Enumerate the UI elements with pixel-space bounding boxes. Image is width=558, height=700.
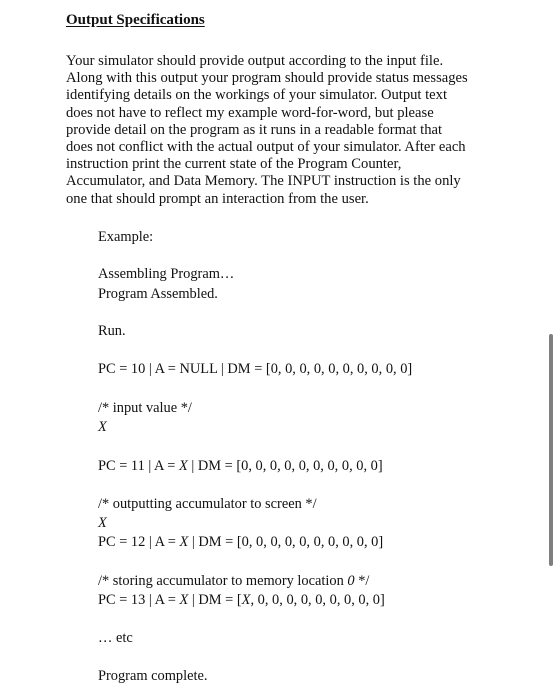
run-line: Run. [98, 323, 126, 339]
comment-input: /* input value */ [98, 400, 192, 416]
state-text: PC = 11 | A = [98, 458, 179, 474]
state-text: | DM = [0, 0, 0, 0, 0, 0, 0, 0, 0, 0] [187, 458, 383, 474]
comment-text: */ [354, 573, 370, 589]
output-value: X [98, 515, 107, 531]
section-heading: Output Specifications [66, 12, 205, 28]
paragraph-line: one that should prompt an interaction from the user. [66, 190, 369, 207]
description-paragraph [66, 53, 506, 208]
state-text: , 0, 0, 0, 0, 0, 0, 0, 0, 0] [250, 592, 385, 608]
state-line-2 [98, 457, 383, 475]
memory-location: 0 [347, 573, 355, 589]
paragraph-line: does not conflict with the actual output of your simulator. After each [66, 139, 466, 156]
paragraph-line: Along with this output your program should provide status messages [66, 70, 468, 87]
assembling-line: Assembling Program… [98, 266, 235, 282]
vertical-scrollbar[interactable] [549, 334, 553, 566]
complete-line: Program complete. [98, 668, 208, 684]
example-label: Example: [98, 229, 154, 245]
accumulator-value: X [179, 592, 189, 608]
state-line-1: PC = 10 | A = NULL | DM = [0, 0, 0, 0, 0, 0, 0, 0, 0, 0] [98, 361, 413, 377]
accumulator-value: X [178, 458, 188, 474]
memory-value: X [241, 592, 251, 608]
paragraph-line: instruction print the current state of the Program Counter, [66, 156, 402, 173]
state-line-4 [98, 591, 385, 609]
state-text: | DM = [ [188, 592, 242, 608]
paragraph-line: Accumulator, and Data Memory. The INPUT instruction is the only [66, 173, 461, 190]
assembled-line: Program Assembled. [98, 286, 218, 302]
paragraph-line: does not have to reflect my example word-for-word, but please [66, 104, 434, 121]
input-value: X [98, 419, 107, 435]
state-line-3 [98, 533, 383, 551]
paragraph-line: Your simulator should provide output according to the input file. [66, 53, 444, 69]
state-text: PC = 13 | A = [98, 592, 180, 608]
comment-output: /* outputting accumulator to screen */ [98, 496, 317, 512]
accumulator-value: X [179, 534, 189, 550]
comment-text: /* storing accumulator to memory location [98, 573, 348, 589]
comment-store [98, 572, 369, 590]
state-text: | DM = [0, 0, 0, 0, 0, 0, 0, 0, 0, 0] [188, 534, 384, 550]
etc-line: … etc [98, 630, 133, 646]
paragraph-line: identifying details on the workings of your simulator. Output text [66, 87, 448, 104]
paragraph-line: provide detail on the program as it runs in a readable format that [66, 121, 443, 138]
state-text: PC = 12 | A = [98, 534, 180, 550]
